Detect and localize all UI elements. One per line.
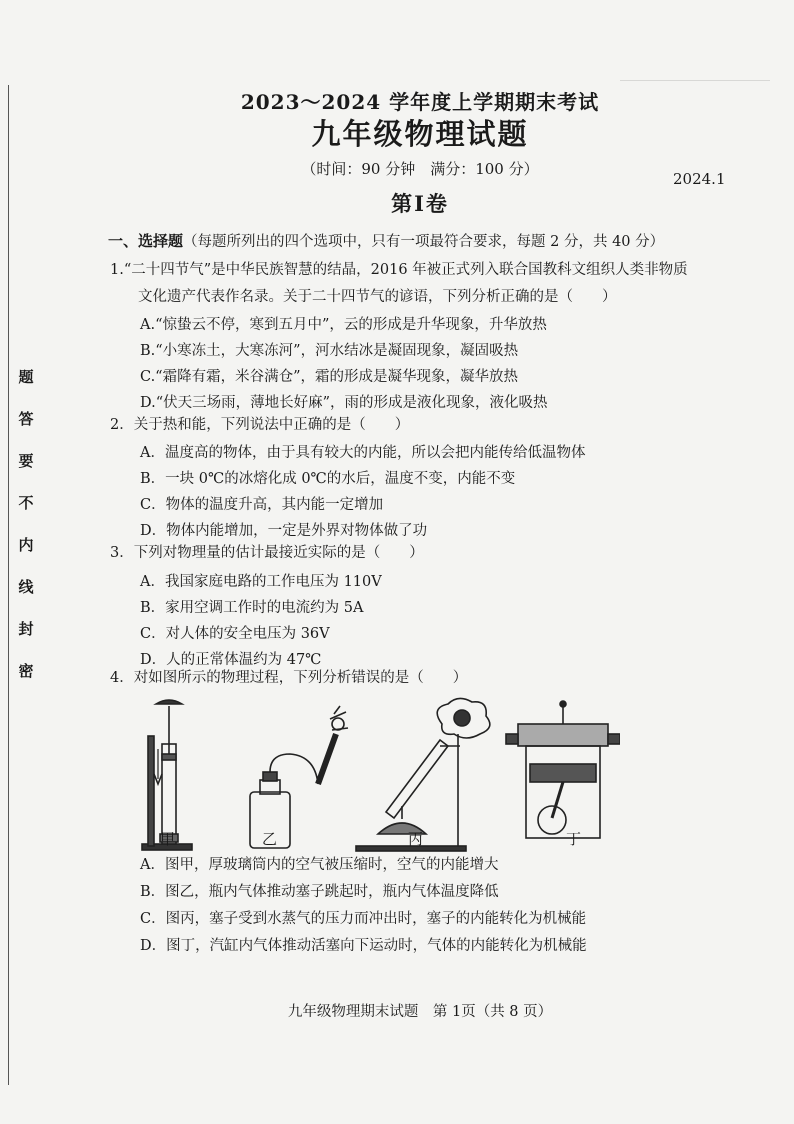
binding-margin-line: [8, 85, 9, 1085]
exam-date: 2024.1: [673, 170, 726, 188]
section-instruction: （每题所列出的四个选项中，只有一项最符合要求，每题 2 分，共 40 分）: [183, 234, 665, 250]
answer-option: C.“霜降有霜，米谷满仓”，霜的形成是凝华现象，凝华放热: [140, 369, 519, 385]
figure-label: 甲: [160, 830, 176, 848]
answer-option: D．物体内能增加，一定是外界对物体做了功: [140, 523, 428, 539]
answer-option: B．家用空调工作时的电流约为 5A: [140, 600, 364, 616]
page-footer: 九年级物理期末试题 第 1页（共 8 页）: [287, 1004, 553, 1020]
figure-label: 丁: [566, 830, 582, 848]
binding-seal-text: [15, 370, 37, 706]
subject-title: 九年级物理试题: [311, 117, 529, 151]
bottle-stopper-illustration: [250, 706, 348, 848]
answer-option: C．图丙，塞子受到水蒸气的压力而冲出时，塞子的内能转化为机械能: [140, 911, 587, 927]
answer-option: D．人的正常体温约为 47℃: [140, 652, 322, 668]
question-stem: 4．对如图所示的物理过程，下列分析错误的是（ ）: [110, 670, 468, 686]
answer-option: B．图乙，瓶内气体推动塞子跳起时，瓶内气体温度降低: [140, 884, 499, 900]
question-stem: 1.“二十四节气”是中华民族智慧的结晶，2016 年被正式列入联合国教科文组织人类非物质: [110, 262, 688, 278]
answer-option: B.“小寒冻土，大寒冻河”，河水结冰是凝固现象，凝固吸热: [140, 343, 519, 359]
answer-option: D.“伏天三场雨，薄地长好麻”，雨的形成是液化现象，液化吸热: [140, 395, 548, 411]
engine-cylinder-illustration: [506, 701, 620, 838]
answer-option: C．对人体的安全电压为 36V: [140, 626, 330, 642]
answer-option: A．温度高的物体，由于具有较大的内能，所以会把内能传给低温物体: [140, 445, 586, 461]
volume-title: 第Ⅰ卷: [391, 191, 449, 216]
binding-char: 线: [18, 578, 34, 596]
binding-char: 封: [18, 620, 34, 638]
section-header: [108, 230, 664, 251]
experiment-figure: [140, 694, 620, 854]
time-info: （时间：90 分钟 满分：100 分）: [301, 160, 539, 178]
exam-title: 2023～2024 学年度上学期期末考试: [240, 90, 600, 114]
binding-char: 题: [18, 368, 34, 386]
figure-label: 丙: [408, 830, 424, 848]
answer-option: B．一块 0℃的冰熔化成 0℃的水后，温度不变，内能不变: [140, 471, 516, 487]
question-stem: 3．下列对物理量的估计最接近实际的是（ ）: [110, 545, 424, 561]
answer-option: A．图甲，厚玻璃筒内的空气被压缩时，空气的内能增大: [140, 857, 499, 873]
figure-label: 乙: [262, 830, 278, 848]
answer-option: C．物体的温度升高，其内能一定增加: [140, 497, 384, 513]
binding-char: 答: [18, 410, 34, 428]
answer-option: D．图丁，汽缸内气体推动活塞向下运动时，气体的内能转化为机械能: [140, 938, 587, 954]
binding-char: 内: [18, 536, 34, 554]
binding-char: 密: [18, 662, 34, 680]
question-stem: 2．关于热和能，下列说法中正确的是（ ）: [110, 417, 410, 433]
section-title: 一、选择题: [108, 232, 184, 250]
binding-char: 不: [18, 494, 34, 512]
answer-option: A．我国家庭电路的工作电压为 110V: [140, 574, 382, 590]
binding-char: 要: [18, 452, 34, 470]
answer-option: A.“惊蛰云不停，寒到五月中”，云的形成是升华现象，升华放热: [140, 317, 547, 333]
question-stem: 文化遗产代表作名录。关于二十四节气的谚语，下列分析正确的是（ ）: [138, 289, 617, 305]
